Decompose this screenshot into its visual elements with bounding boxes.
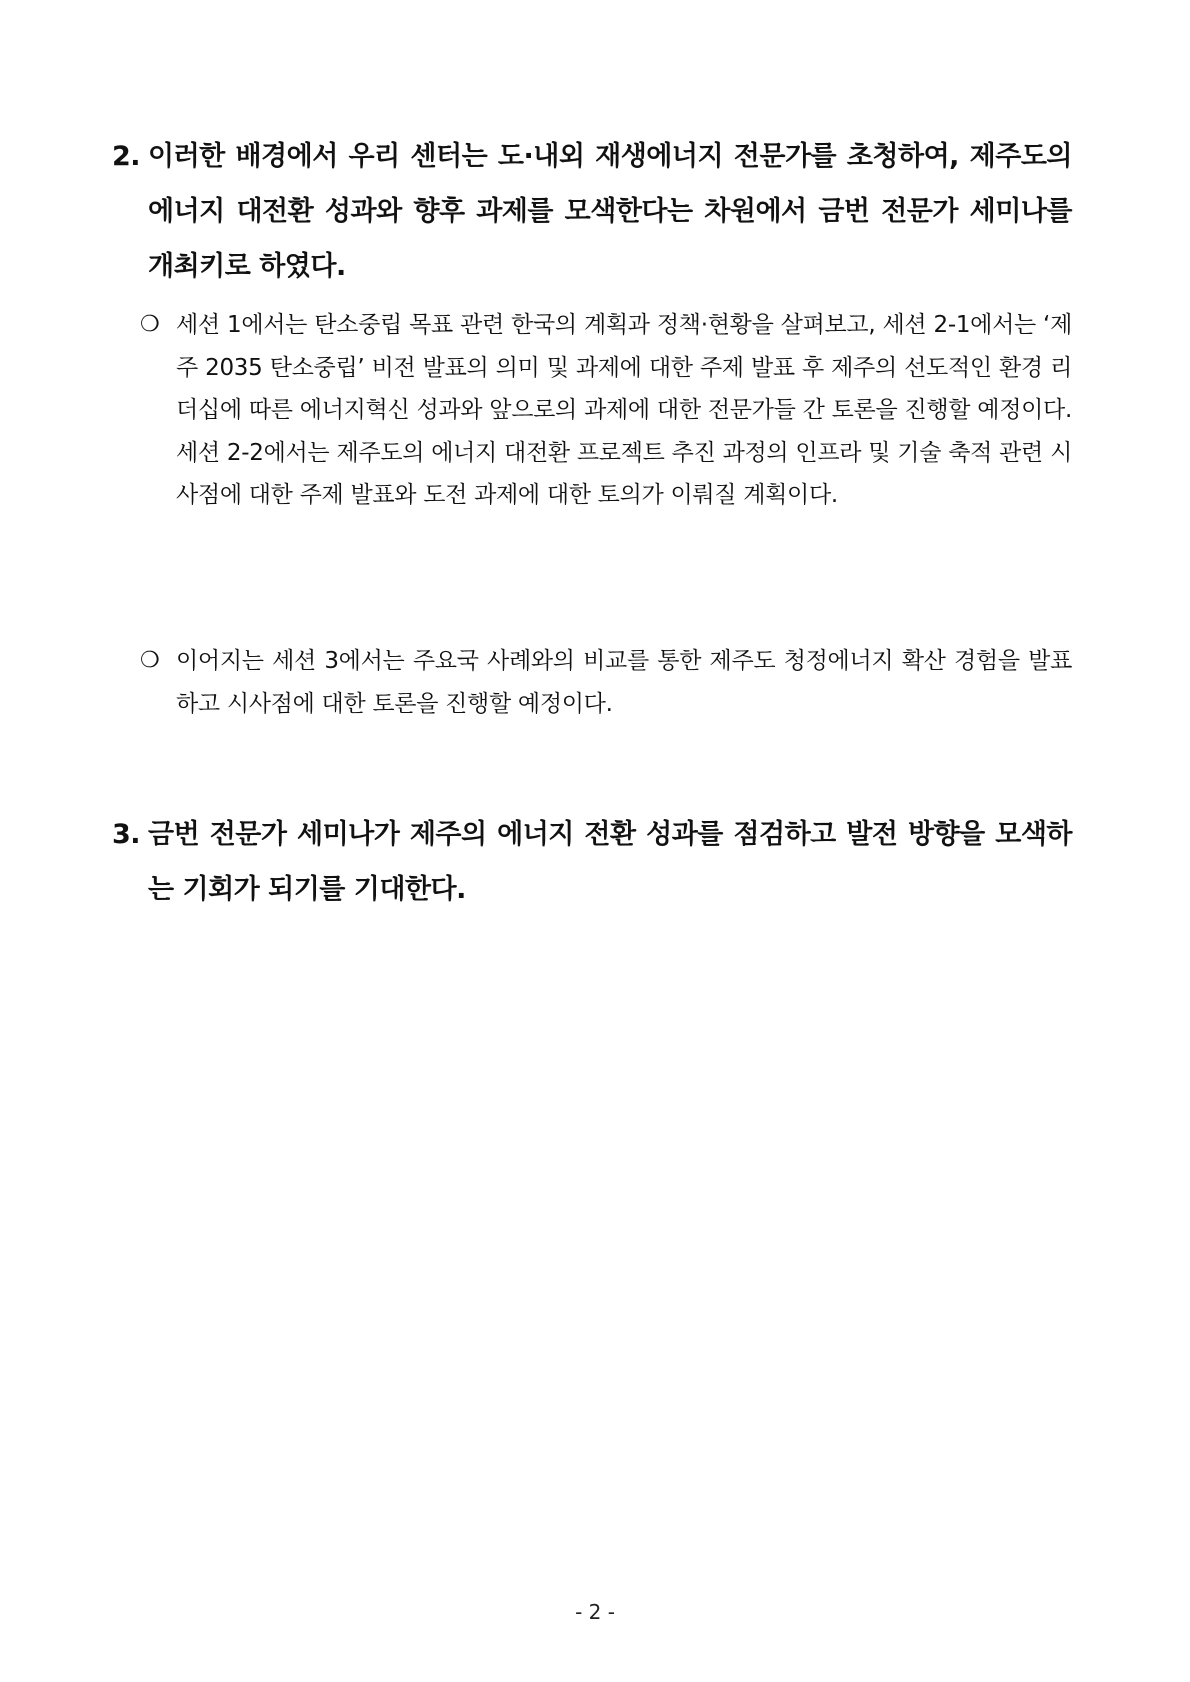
circle-bullet-icon: ❍ [140, 648, 160, 673]
section-text: 이러한 배경에서 우리 센터는 도·내외 재생에너지 전문가를 초청하여, 제주도의 에너지 대전환 성과와 향후 과제를 모색한다는 차원에서 금번 전문가 세미나를 개최키로 하였다. [148, 141, 1072, 282]
section-number: 3. [112, 819, 141, 850]
bullet-text: 세션 1에서는 탄소중립 목표 관련 한국의 계획과 정책·현황을 살펴보고, 세션 2-1에서는 ‘제주 2035 탄소중립’ 비전 발표의 의미 및 과제에 대한 주제 발표 후 제주의 선도적인 환경 리더십에 따른 에너지혁신 성과와 앞으로의 과제에 대한 전문가들 간 토론을 진행할 예정이다. 세션 2-2에서는 제주도의 에너지 대전환 프로젝트 추진 과정의 인프라 및 기술 축적 관련 시사점에 대한 주제 발표와 도전 과제에 대한 토의가 이뤄질 계획이다. [176, 312, 1072, 508]
section-3 [112, 807, 1072, 917]
bullet-text: 이어지는 세션 3에서는 주요국 사례와의 비교를 통한 제주도 청정에너지 확산 경험을 발표하고 시사점에 대한 토론을 진행할 예정이다. [176, 648, 1072, 717]
circle-bullet-icon: ❍ [140, 312, 160, 337]
section-2 [112, 129, 1072, 294]
section-text: 금번 전문가 세미나가 제주의 에너지 전환 성과를 점검하고 발전 방향을 모색하는 기회가 되기를 기대한다. [148, 819, 1072, 905]
bullet-item-session-3 [140, 640, 1072, 725]
section-number: 2. [112, 141, 141, 172]
page-number: - 2 - [575, 1600, 615, 1624]
bullet-item-sessions-1-2 [140, 304, 1072, 517]
